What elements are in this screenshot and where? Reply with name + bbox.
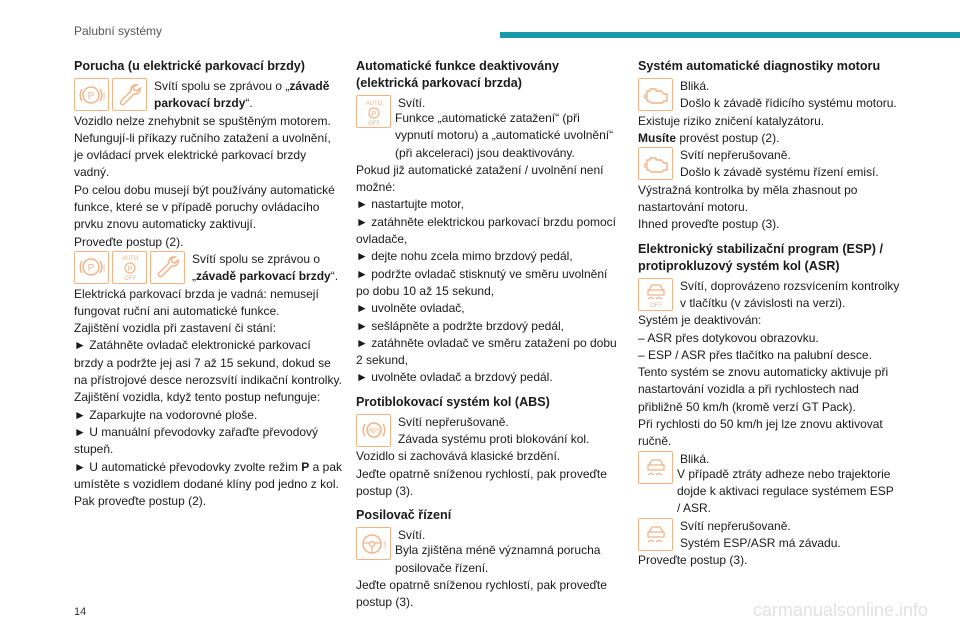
steering-wheel-warning-icon	[356, 527, 391, 560]
row-text: Byla zjištěna méně významná porucha posilovače řízení.	[395, 543, 601, 575]
paragraph: Tento systém se znovu automaticky aktivuje při nastartování vozidla a při rychlostech nad přibližně 50 km/h (kromě verzí GT Pack).	[638, 365, 889, 414]
warning-row	[74, 251, 342, 286]
paragraph: ► zatáhněte elektrickou parkovací brzdu pomocí ovladače,	[356, 214, 617, 247]
icon-label-off: OFF	[649, 303, 662, 309]
paragraph: ► Zatáhněte ovladač elektronické parkovací brzdy a podržte jej asi 7 až 15 sekund, dokud se na přístrojové desce nerozsvítí indikační kontrolky.	[74, 338, 342, 388]
row-text: Bliká.	[680, 79, 710, 93]
header-title: Palubní systémy	[74, 24, 163, 38]
paragraph: Systém je deaktivován:	[638, 313, 762, 328]
paragraph: Zajištění vozidla při zastavení či stání:	[74, 321, 277, 336]
paragraph	[638, 130, 900, 147]
warning-row	[638, 278, 900, 313]
text: ► U automatické převodovky zvolte režim	[74, 459, 302, 474]
icon-letter: P	[87, 263, 94, 275]
icon-letter: P	[87, 90, 94, 102]
paragraph	[74, 459, 342, 494]
row-text: Svítí nepřerušovaně.	[680, 518, 791, 533]
icon-label-auto: AUTO	[365, 100, 382, 107]
row-text: Bliká.	[680, 451, 710, 466]
warning-row	[638, 518, 900, 553]
icon-letter: P	[127, 266, 132, 274]
text-bold: P	[301, 459, 310, 474]
paragraph: – ASR přes dotykovou obrazovku.	[638, 330, 819, 345]
paragraph: ► U manuální převodovky zařaďte převodový stupeň.	[74, 424, 319, 457]
svg-text:!: !	[382, 539, 387, 552]
icon-label-abs: ABS	[367, 428, 380, 435]
paragraph: Vozidlo nelze znehybnit se spuštěným motorem. Nefungují-li příkazy ručního zatažení a uvolnění, je ovládací prvek elektrické parkovací brzdy vadný.	[74, 113, 331, 180]
warning-row	[638, 147, 900, 182]
esp-skid-icon	[638, 451, 673, 484]
column-2	[356, 58, 618, 611]
engine-warning-icon	[638, 78, 673, 111]
paragraph: ► dejte nohu zcela mimo brzdový pedál,	[356, 249, 573, 264]
section-title-engine-diagnostics: Systém automatické diagnostiky motoru	[638, 59, 881, 73]
parking-brake-auto-off-icon	[356, 95, 391, 128]
paragraph: Elektrická parkovací brzda je vadná: nemusejí fungovat ruční ani automatické funkce.	[74, 286, 319, 318]
section-title-auto-functions: Automatické funkce deaktivovány (elektrická parkovací brzda)	[356, 59, 559, 90]
row-text-bold: závadě parkovací brzdy	[154, 79, 330, 111]
paragraph: Při rychlosti do 50 km/h jej lze znovu aktivovat ručně.	[638, 417, 883, 449]
paragraph: ► podržte ovladač stisknutý ve směru uvolnění po dobu 10 až 15 sekund,	[356, 266, 608, 298]
row-text: Závada systému proti blokování kol.	[398, 432, 590, 447]
row-text: V případě ztráty adheze nebo trajektorie dojde k aktivaci regulace systémem ESP / ASR.	[677, 466, 894, 516]
wrench-icon	[112, 78, 147, 111]
row-text-end: “.	[245, 96, 253, 111]
svg-text:!: !	[101, 263, 106, 276]
paragraph: – ESP / ASR přes tlačítko na palubní desce.	[638, 347, 872, 362]
paragraph: ► uvolněte ovladač a brzdový pedál.	[356, 370, 553, 385]
parking-brake-auto-off-icon	[112, 251, 147, 284]
section-title-power-steering: Posilovač řízení	[356, 508, 452, 523]
paragraph: Vozidlo si zachovává klasické brzdění.	[356, 449, 561, 464]
parking-brake-warning-icon	[74, 251, 109, 284]
wrench-icon	[150, 251, 185, 284]
row-text-bold: závadě parkovací brzdy	[196, 269, 331, 284]
esp-skid-icon	[638, 518, 673, 551]
svg-text:!: !	[101, 90, 106, 103]
paragraph: Pak proveďte postup (2).	[74, 494, 207, 509]
paragraph: Proveďte postup (2).	[74, 234, 184, 249]
warning-row	[356, 414, 618, 449]
row-text: Svítí spolu se zprávou o „	[154, 79, 290, 93]
esp-off-icon	[638, 278, 673, 311]
warning-row	[638, 78, 900, 113]
paragraph: ► nastartujte motor,	[356, 197, 464, 212]
paragraph: Výstražná kontrolka by měla zhasnout po nastartování motoru.	[638, 182, 858, 215]
paragraph: Jeďte opatrně sníženou rychlostí, pak proveďte postup (3).	[356, 466, 607, 498]
row-text: Došlo k závadě systému řízení emisí.	[680, 165, 879, 180]
row-text: Svítí nepřerušovaně.	[398, 414, 509, 429]
text-bold: Musíte	[638, 130, 677, 145]
row-text: Systém ESP/ASR má závadu.	[680, 535, 841, 550]
icon-label-auto: AUTO	[121, 256, 138, 263]
paragraph: Po celou dobu musejí být používány automatické funkce, které se v případě poruchy ovládacího prvku znovu automaticky zaktivují.	[74, 182, 335, 232]
paragraph: ► sešlápněte a podržte brzdový pedál,	[356, 318, 565, 333]
paragraph: Ihned proveďte postup (3).	[638, 217, 780, 232]
row-text: Svítí spolu se zprávou o „	[192, 251, 321, 284]
section-title-esp-asr: Elektronický stabilizační program (ESP) / protiprokluzový systém kol (ASR)	[638, 241, 883, 273]
row-text: Svítí nepřerušovaně.	[680, 148, 791, 163]
paragraph: Existuje riziko zničení katalyzátoru.	[638, 113, 825, 128]
parking-brake-warning-icon	[74, 78, 109, 111]
watermark: carmanualsonline.info	[752, 600, 928, 620]
warning-row	[74, 78, 342, 113]
row-text: Funkce „automatické zatažení“ (při vypnutí motoru) a „automatické uvolnění“ (při akceleraci) jsou deaktivovány.	[395, 111, 614, 160]
page-number: 14	[74, 606, 87, 618]
paragraph: ► uvolněte ovladač,	[356, 301, 465, 316]
icon-label-off: OFF	[367, 120, 380, 126]
row-text: Svítí, doprovázeno rozsvícením kontrolky v tlačítku (v závislosti na verzi).	[680, 278, 900, 310]
header-accent-bar	[500, 32, 960, 38]
icon-label-off: OFF	[123, 276, 136, 282]
paragraph: Pokud již automatické zatažení / uvolnění není možné:	[356, 162, 604, 195]
abs-warning-icon	[356, 414, 391, 447]
column-1	[74, 58, 342, 510]
section-title-abs: Protiblokovací systém kol (ABS)	[356, 394, 550, 409]
paragraph: Jeďte opatrně sníženou rychlostí, pak proveďte postup (3).	[356, 577, 607, 610]
paragraph: ► Zaparkujte na vodorovné ploše.	[74, 407, 258, 422]
paragraph: ► zatáhněte ovladač ve směru zatažení po dobu 2 sekund,	[356, 335, 617, 368]
row-text: Svítí.	[398, 528, 426, 543]
text: provést postup (2).	[676, 130, 780, 145]
paragraph: Zajištění vozidla, když tento postup nefunguje:	[74, 390, 321, 405]
section-title-parking-brake-fault: Porucha (u elektrické parkovací brzdy)	[74, 59, 305, 73]
column-3	[638, 58, 900, 569]
text: a pak umístěte s vozidlem dodané klíny pod jedno z kol.	[74, 459, 343, 491]
row-text-end: “.	[330, 269, 339, 284]
icon-letter: P	[371, 110, 376, 118]
row-text: Došlo k závadě řídicího systému motoru.	[680, 96, 897, 111]
engine-warning-icon	[638, 147, 673, 180]
paragraph: Proveďte postup (3).	[638, 553, 748, 568]
row-text: Svítí.	[398, 96, 426, 110]
